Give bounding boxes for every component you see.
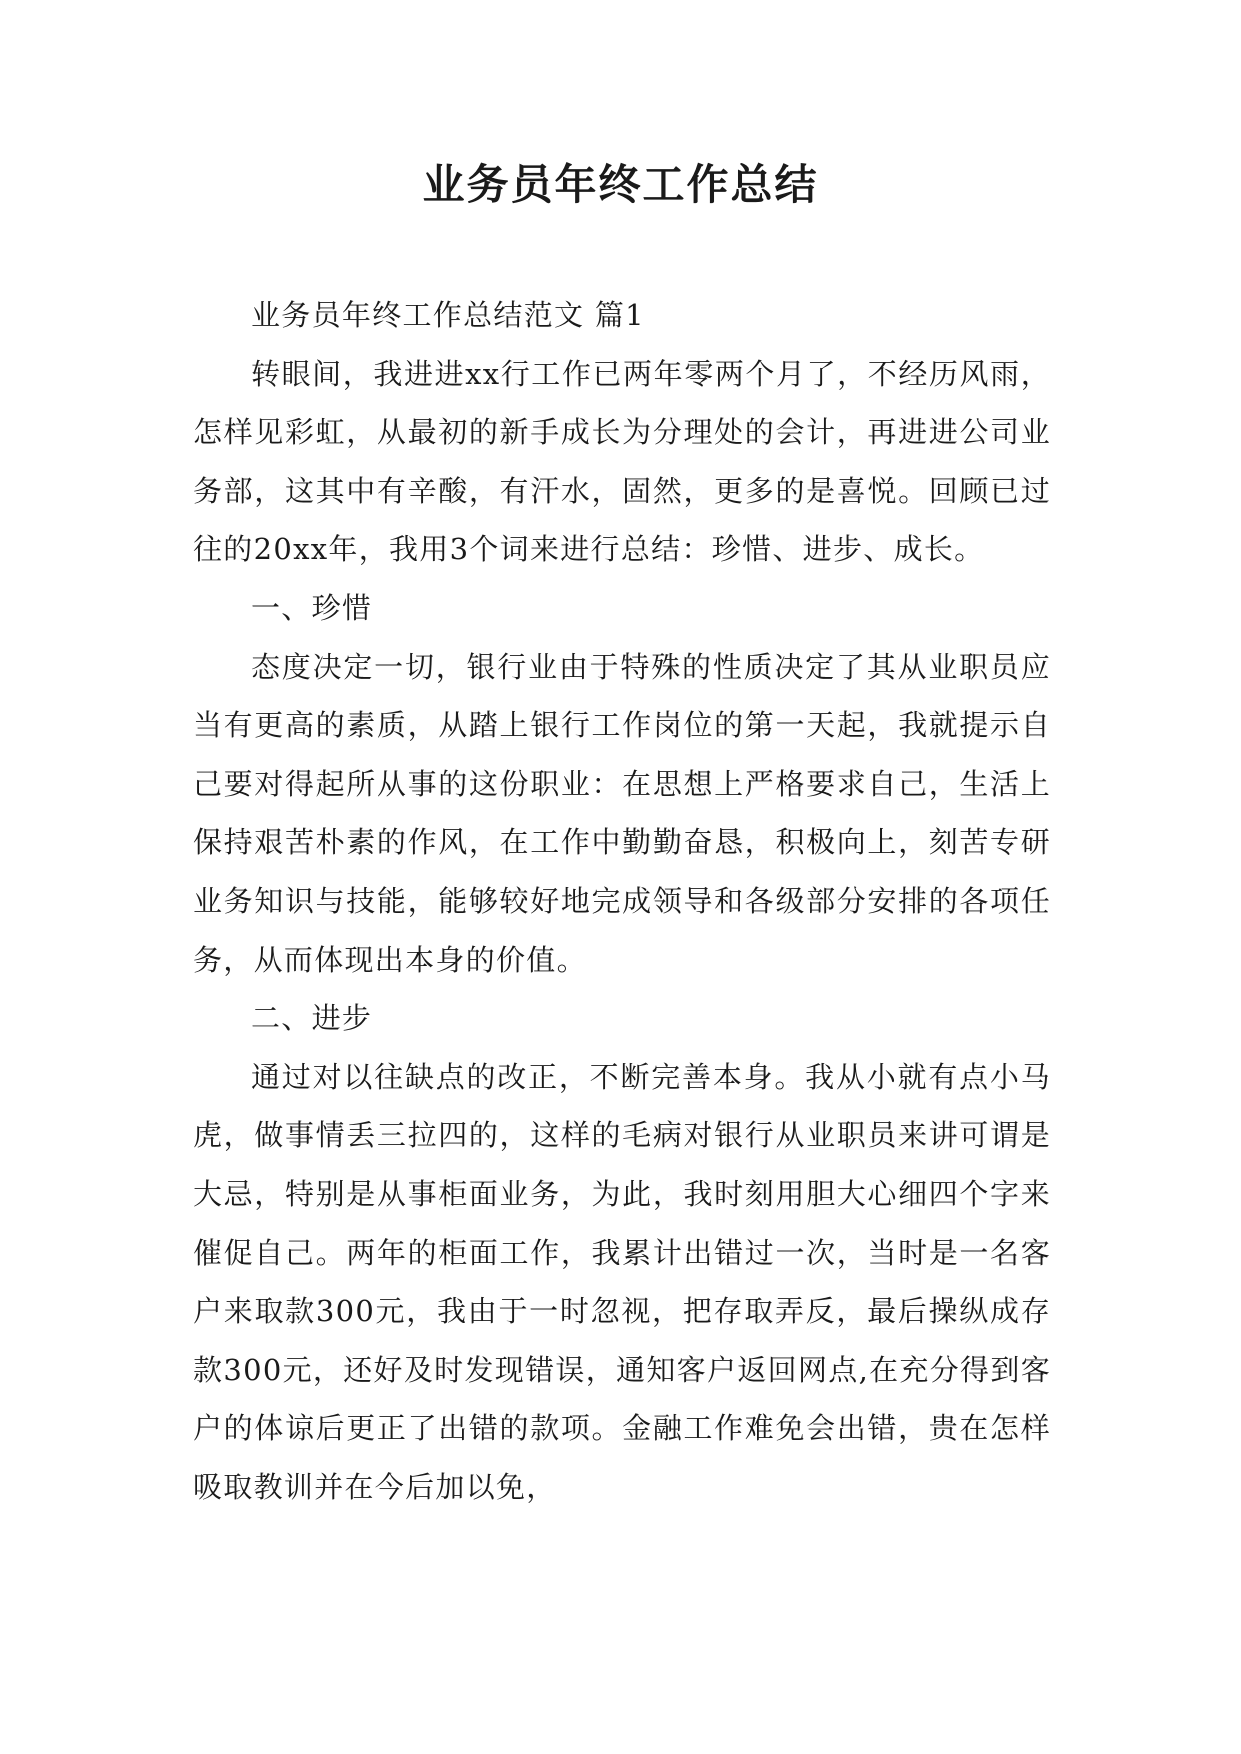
paragraph-intro: 转眼间，我进进xx行工作已两年零两个月了，不经历风雨，怎样见彩虹，从最初的新手成长为分理处的会计，再进进公司业务部，这其中有辛酸，有汗水，固然，更多的是喜悦。回顾已过往的20xx年，我用3个词来进行总结：珍惜、进步、成长。 xyxy=(193,356,1051,567)
document-body xyxy=(193,286,1051,1516)
paragraph-progress: 通过对以往缺点的改正，不断完善本身。我从小就有点小马虎，做事情丢三拉四的，这样的毛病对银行从业职员来讲可谓是大忌，特别是从事柜面业务，为此，我时刻用胆大心细四个字来催促自己。两年的柜面工作，我累计出错过一次，当时是一名客户来取款300元，我由于一时忽视，把存取弄反，最后操纵成存款300元，还好及时发现错误，通知客户返回网点,在充分得到客户的体谅后更正了出错的款项。金融工作难免会出错，贵在怎样吸取教训并在今后加以免， xyxy=(193,1059,1051,1504)
section-heading-progress: 二、进步 xyxy=(251,1001,373,1036)
section-heading-cherish: 一、珍惜 xyxy=(251,590,373,625)
paragraph-cherish: 态度决定一切，银行业由于特殊的性质决定了其从业职员应当有更高的素质，从踏上银行工作岗位的第一天起，我就提示自己要对得起所从事的这份职业：在思想上严格要求自己，生活上保持艰苦朴素的作风，在工作中勤勤奋恳，积极向上，刻苦专研业务知识与技能，能够较好地完成领导和各级部分安排的各项任务，从而体现出本身的价值。 xyxy=(193,649,1051,977)
document-title: 业务员年终工作总结 xyxy=(422,160,819,209)
section-subtitle: 业务员年终工作总结范文 篇1 xyxy=(251,298,645,332)
